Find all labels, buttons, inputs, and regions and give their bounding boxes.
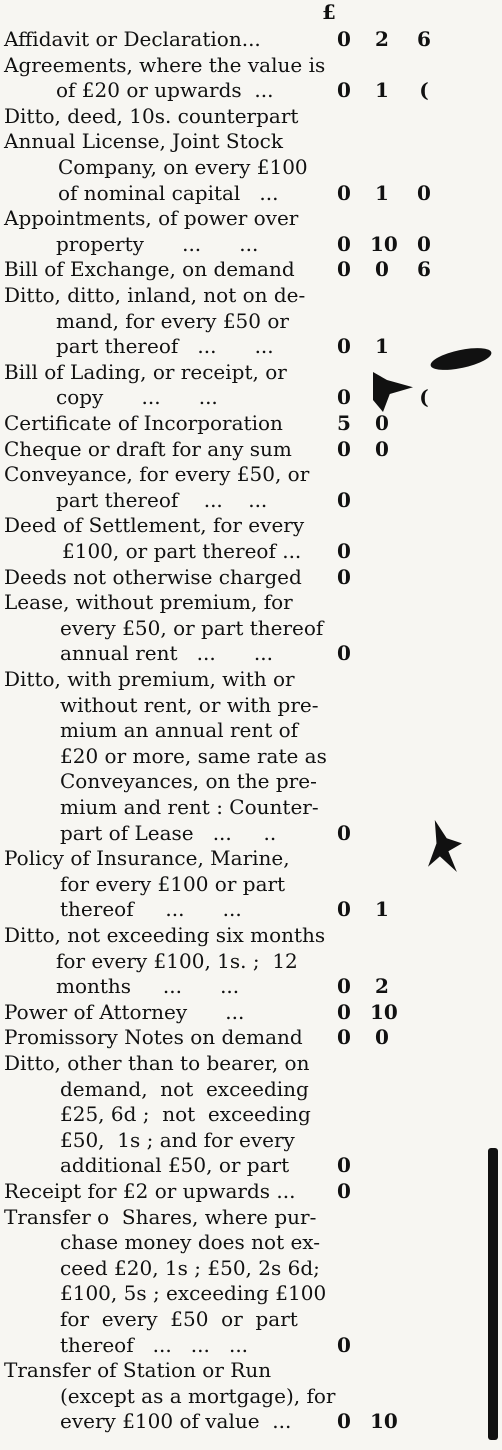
row-description: £50, 1s ; and for every — [60, 1127, 295, 1152]
amount-pence: ( — [419, 385, 429, 410]
table-row — [0, 384, 502, 410]
row-description: Annual License, Joint Stock — [4, 129, 284, 154]
row-description: Transfer o Shares, where pur- — [4, 1204, 317, 1229]
amount-shillings: 1 — [375, 897, 389, 922]
row-description: property ... ... — [56, 231, 259, 256]
row-description: Cheque or draft for any sum — [4, 436, 292, 461]
row-description: for every £50 or part — [60, 1307, 298, 1331]
row-description: Bill of Exchange, on demand — [4, 257, 295, 282]
amount-pounds: 0 — [337, 897, 351, 922]
row-description: part of Lease ... .. — [60, 820, 277, 845]
row-description: £25, 6d ; not exceeding — [60, 1102, 311, 1127]
amount-shillings: 10 — [370, 231, 398, 256]
table-row — [0, 461, 502, 487]
amount-pounds: 0 — [337, 257, 351, 282]
row-description: of nominal capital ... — [58, 180, 279, 205]
amount-pounds: 0 — [337, 180, 351, 205]
row-description: part thereof ... ... — [56, 487, 268, 512]
table-row — [0, 180, 502, 206]
amount-pounds: 0 — [337, 1332, 351, 1357]
amount-pounds: 5 — [337, 411, 351, 435]
row-description: without rent, or with pre- — [60, 692, 319, 717]
table-row — [0, 538, 502, 564]
amount-pounds: 0 — [337, 436, 351, 461]
table-row — [0, 128, 502, 154]
amount-shillings: 1 — [375, 180, 389, 205]
row-description: of £20 or upwards ... — [56, 78, 274, 103]
table-row — [0, 1178, 502, 1204]
table-row — [0, 1024, 502, 1050]
table-row — [0, 1127, 502, 1153]
table-row — [0, 26, 502, 52]
table-row — [0, 948, 502, 974]
table-row — [0, 999, 502, 1025]
amount-shillings: 2 — [375, 27, 389, 51]
amount-pounds: 0 — [337, 999, 351, 1024]
row-description: Receipt for £2 or upwards ... — [4, 1179, 296, 1203]
amount-shillings: 0 — [375, 257, 389, 282]
table-row — [0, 154, 502, 180]
row-description: Ditto, other than to bearer, on — [4, 1051, 310, 1075]
amount-pounds: 0 — [337, 820, 351, 845]
table-row — [0, 1204, 502, 1230]
row-description: mium and rent : Counter- — [60, 795, 319, 819]
row-description: annual rent ... ... — [60, 641, 273, 666]
row-description: thereof ... ... ... — [60, 1332, 249, 1357]
amount-pounds: 0 — [337, 564, 351, 589]
row-description: Deed of Settlement, for every — [4, 513, 305, 538]
amount-pence: 0 — [417, 180, 431, 205]
row-description: Certificate of Incorporation — [4, 411, 283, 435]
amount-shillings: 10 — [370, 999, 398, 1024]
row-description: Deeds not otherwise charged — [4, 564, 302, 589]
table-row — [0, 896, 502, 922]
table-row — [0, 77, 502, 103]
table-row — [0, 1357, 502, 1383]
row-description: Power of Attorney ... — [4, 999, 245, 1024]
row-description: Ditto, with premium, with or — [4, 667, 295, 691]
row-description: demand, not exceeding — [60, 1076, 309, 1101]
row-description: Appointments, of power over — [4, 206, 299, 231]
table-row — [0, 512, 502, 538]
row-description: £100, or part thereof ... — [62, 539, 302, 563]
amount-pounds: 0 — [337, 539, 351, 563]
table-row — [0, 1152, 502, 1178]
table-row — [0, 333, 502, 359]
table-row — [0, 1383, 502, 1409]
amount-pence: 0 — [417, 231, 431, 256]
table-row — [0, 1229, 502, 1255]
currency-header: £ — [322, 0, 336, 24]
table-row — [0, 1050, 502, 1076]
table-row — [0, 717, 502, 743]
amount-pounds: 0 — [337, 231, 351, 256]
table-row — [0, 768, 502, 794]
amount-pence: ( — [419, 78, 429, 103]
amount-shillings: 10 — [370, 1409, 398, 1434]
amount-shillings: 1 — [375, 78, 389, 103]
amount-pence: 6 — [417, 257, 431, 282]
table-row — [0, 743, 502, 769]
table-row — [0, 1255, 502, 1281]
row-description: every £100 of value ... — [60, 1409, 292, 1434]
row-description: Bill of Lading, or receipt, or — [4, 359, 287, 384]
table-row — [0, 640, 502, 666]
amount-pounds: 0 — [337, 78, 351, 103]
row-description: £100, 5s ; exceeding £100 — [60, 1281, 327, 1306]
row-description: copy ... ... — [56, 385, 218, 410]
amount-pounds: 0 — [337, 1153, 351, 1178]
row-description: mium an annual rent of — [60, 718, 299, 743]
row-description: additional £50, or part — [60, 1153, 290, 1178]
row-description: mand, for every £50 or — [56, 308, 289, 333]
table-row — [0, 922, 502, 948]
row-description: Promissory Notes on demand — [4, 1025, 303, 1050]
table-row — [0, 615, 502, 641]
table-row — [0, 52, 502, 78]
amount-pounds: 0 — [337, 334, 351, 359]
row-description: Conveyance, for every £50, or — [4, 462, 310, 487]
amount-pounds: 0 — [337, 1179, 351, 1203]
table-row — [0, 282, 502, 308]
table-row — [0, 845, 502, 871]
row-description: for every £100, 1s. ; 12 — [56, 948, 298, 973]
amount-pounds: 0 — [337, 974, 351, 999]
table-row — [0, 487, 502, 513]
row-description: Affidavit or Declaration... — [4, 27, 261, 51]
amount-pounds: 0 — [337, 385, 351, 410]
table-row — [0, 973, 502, 999]
row-description: thereof ... ... — [60, 897, 242, 922]
table-row — [0, 256, 502, 282]
row-description: part thereof ... ... — [56, 334, 274, 359]
row-description: Ditto, ditto, inland, not on de- — [4, 283, 306, 307]
table-row — [0, 589, 502, 615]
amount-shillings: 1 — [375, 334, 389, 359]
amount-pence: 6 — [417, 27, 431, 51]
row-description: Lease, without premium, for — [4, 590, 293, 615]
row-description: Ditto, not exceeding six months — [4, 923, 326, 947]
table-row — [0, 1332, 502, 1358]
table-row — [0, 1306, 502, 1332]
row-description: Conveyances, on the pre- — [60, 769, 317, 794]
table-row — [0, 231, 502, 257]
amount-pounds: 0 — [337, 1025, 351, 1050]
table-row — [0, 103, 502, 129]
table-row — [0, 1101, 502, 1127]
table-row — [0, 820, 502, 846]
table-row — [0, 692, 502, 718]
table-row — [0, 308, 502, 334]
row-description: Policy of Insurance, Marine, — [4, 846, 290, 871]
table-row — [0, 1076, 502, 1102]
row-description: £20 or more, same rate as — [60, 743, 327, 768]
amount-shillings: 0 — [375, 411, 389, 435]
row-description: Transfer of Station or Run — [4, 1358, 272, 1383]
table-row — [0, 871, 502, 897]
table-row — [0, 359, 502, 385]
margin-mark — [488, 1148, 498, 1440]
table-row — [0, 410, 502, 436]
amount-pounds: 0 — [337, 27, 351, 51]
table-row — [0, 205, 502, 231]
table-row — [0, 1408, 502, 1434]
row-description: for every £100 or part — [60, 871, 286, 896]
row-description: ceed £20, 1s ; £50, 2s 6d; — [60, 1255, 320, 1280]
table-row — [0, 564, 502, 590]
amount-shillings: 2 — [375, 974, 389, 999]
row-description: Ditto, deed, 10s. counterpart — [4, 103, 299, 128]
row-description: chase money does not ex- — [60, 1230, 320, 1255]
table-row — [0, 666, 502, 692]
row-description: Company, on every £100 — [58, 155, 308, 179]
table-row — [0, 794, 502, 820]
amount-pounds: 0 — [337, 487, 351, 512]
amount-pounds: 0 — [337, 1409, 351, 1434]
row-description: months ... ... — [56, 974, 240, 999]
table-row — [0, 436, 502, 462]
amount-shillings: 0 — [375, 436, 389, 461]
row-description: every £50, or part thereof — [60, 615, 324, 640]
row-description: (except as a mortgage), for — [60, 1383, 336, 1408]
row-description: Agreements, where the value is — [4, 52, 326, 77]
amount-pounds: 0 — [337, 641, 351, 666]
amount-shillings: 0 — [375, 1025, 389, 1050]
table-row — [0, 1280, 502, 1306]
